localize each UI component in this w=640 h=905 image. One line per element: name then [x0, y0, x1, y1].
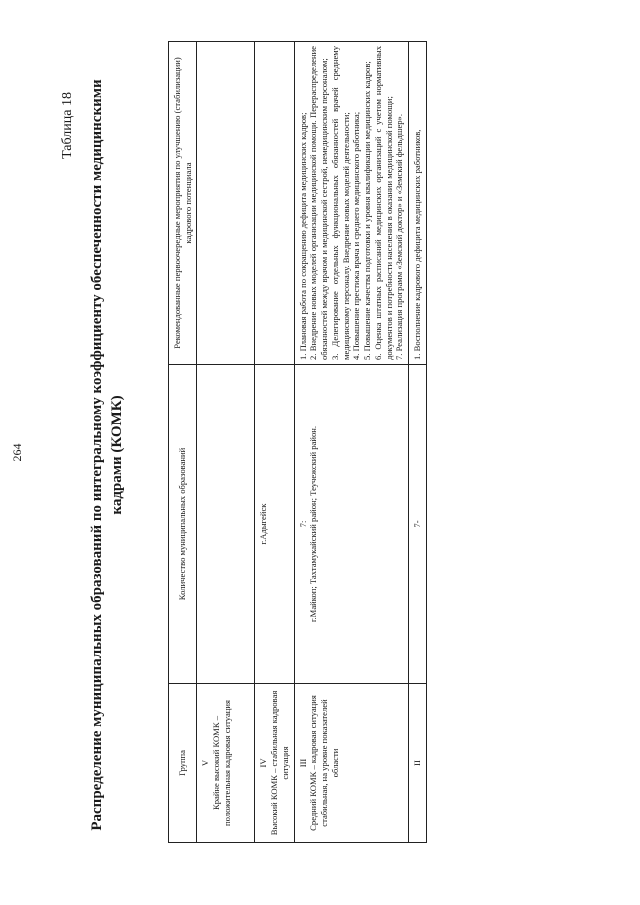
- group-cell: [197, 684, 255, 843]
- group-cell: [294, 684, 408, 843]
- measure-item: 7. Реализация программ «Земский доктор» и «Земский фельдшер».: [394, 114, 405, 360]
- header-measures: Рекомендованные первоочередные мероприятия по улучшению (стабилизации) кадрового потенциала: [169, 42, 197, 365]
- group-numeral: IV: [258, 758, 269, 768]
- table-row: [294, 42, 408, 843]
- measure-item: 4. Повышение престижа врача и среднего медицинского работника;: [351, 111, 362, 360]
- page-number: 264: [10, 443, 24, 462]
- document-title: Распределение муниципальных образований по интегральному коэффициенту обеспеченности медицинскими кадрами (КОМК): [89, 79, 125, 831]
- measure-item: 3. Делегирование отдельных функциональных обязанностей врачей среднему медицинскому персоналу. Внедрение новых моделей деятельности;: [329, 46, 351, 360]
- table-row: [409, 42, 427, 843]
- measure-item: 1. Восполнение кадрового дефицита медицинских работников,: [412, 129, 423, 360]
- count-total: 7-: [412, 520, 423, 528]
- group-cell: [409, 684, 427, 843]
- municipality-list: г.Майкоп; Тахтамукайский район; Теучежский район.: [308, 425, 319, 623]
- group-label: Высокий КОМК – стабильная кадровая ситуация: [269, 690, 290, 836]
- measure-item: 5. Повышение качества подготовки и уровня квалификации медицинских кадров;: [362, 61, 373, 360]
- measures-cell: [255, 42, 294, 365]
- distribution-table: [168, 41, 427, 843]
- group-cell: [255, 684, 294, 843]
- count-total: г.Адыгейск: [258, 503, 269, 545]
- measures-cell: [409, 42, 427, 365]
- count-total: 7:: [297, 520, 308, 528]
- measures-list: [298, 46, 405, 360]
- group-label: Крайне высокий КОМК – положительная кадровая ситуация: [211, 700, 232, 826]
- group-label: Средний КОМК – кадровая ситуация стабильная, на уровне показателей области: [308, 695, 340, 831]
- table-label: Таблица 18: [60, 92, 75, 159]
- table-header-row: [169, 42, 197, 843]
- count-cell: [294, 365, 408, 684]
- count-cell: [255, 365, 294, 684]
- table-row: [255, 42, 294, 843]
- measure-item: 6. Оценка штатных расписаний медицинских организаций с учетом нормативных документов и потребности населения в оказании медицинской помощи;: [372, 46, 394, 360]
- header-group: Группа: [169, 684, 197, 843]
- group-numeral: II: [412, 760, 423, 766]
- count-cell: [197, 365, 255, 684]
- group-numeral: III: [297, 758, 308, 768]
- header-count: Количество муниципальных образований: [169, 365, 197, 684]
- measure-item: 1. Плановая работа по сокращению дефицита медицинских кадров;: [297, 112, 308, 360]
- table-row: [197, 42, 255, 843]
- group-numeral: V: [200, 759, 211, 767]
- measures-cell: [197, 42, 255, 365]
- measures-list: [412, 46, 423, 360]
- measures-cell: [294, 42, 408, 365]
- count-cell: [409, 365, 427, 684]
- measure-item: 2. Внедрение новых моделей организации медицинской помощи. Перераспределение обязанностей между врачом и медицинской сестрой, немедицинским персоналом;: [308, 46, 330, 360]
